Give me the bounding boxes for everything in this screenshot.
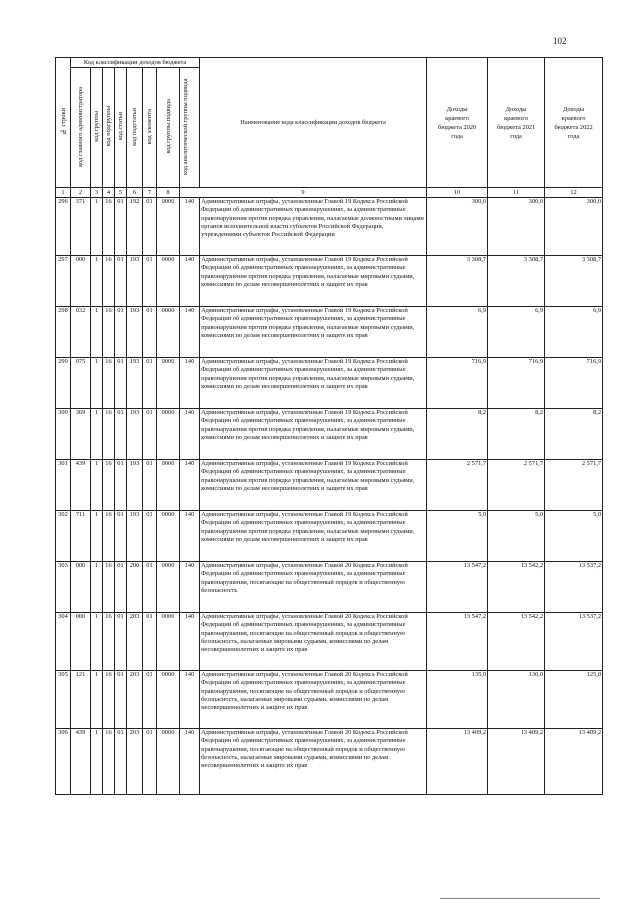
column-number-row: 1 2 3 4 5 6 7 8 9 10 11 12	[56, 188, 603, 198]
cell-subart: 193	[127, 460, 143, 511]
cell-art: 01	[115, 460, 127, 511]
cell-no: 299	[56, 358, 71, 409]
header-subgroup-code: код подгруппы	[103, 68, 115, 188]
cell-pv: 0000	[157, 307, 180, 358]
cell-sub: 16	[103, 358, 115, 409]
cell-v2021: 3 308,7	[488, 256, 545, 307]
cell-v2020: 716,9	[427, 358, 488, 409]
table-row	[56, 307, 603, 358]
cell-pv: 0000	[157, 613, 180, 671]
cell-admin: 032	[71, 307, 91, 358]
cell-v2022: 300,0	[545, 198, 603, 256]
cell-sub: 16	[103, 562, 115, 613]
cell-sub: 16	[103, 307, 115, 358]
cell-v2021: 2 571,7	[488, 460, 545, 511]
cell-pv: 0000	[157, 460, 180, 511]
cell-no: 301	[56, 460, 71, 511]
cell-no: 297	[56, 256, 71, 307]
cell-v2022: 5,0	[545, 511, 603, 562]
cell-v2020: 5,0	[427, 511, 488, 562]
cell-v2020: 13 547,2	[427, 562, 488, 613]
cell-sub: 16	[103, 409, 115, 460]
cell-v2022: 13 409,2	[545, 729, 603, 795]
cell-v2020: 3 308,7	[427, 256, 488, 307]
cell-grp: 1	[91, 307, 103, 358]
header-classification-code: Код классификации доходов бюджета	[71, 58, 200, 68]
header-article-code: код статьи	[115, 68, 127, 188]
cell-admin: 369	[71, 409, 91, 460]
table-row	[56, 613, 603, 671]
cell-name: Административные штрафы, установленные Главой 19 Кодекса Российской Федерации об административных правонарушениях, за административные правонарушения против порядка управления, налагаемые мировыми судьями, комиссиями по делам несовершеннолетних и защите их прав	[200, 307, 427, 358]
cell-grp: 1	[91, 358, 103, 409]
cell-no: 304	[56, 613, 71, 671]
cell-art: 01	[115, 562, 127, 613]
cell-pv: 0000	[157, 256, 180, 307]
cell-art: 01	[115, 256, 127, 307]
cell-sub: 16	[103, 460, 115, 511]
cell-v2022: 125,0	[545, 671, 603, 729]
table-row	[56, 198, 603, 256]
cell-v2020: 8,2	[427, 409, 488, 460]
cell-v2021: 13 542,2	[488, 613, 545, 671]
cell-admin: 121	[71, 671, 91, 729]
table-row	[56, 256, 603, 307]
cell-sub: 16	[103, 613, 115, 671]
header-group-code: код группы	[91, 68, 103, 188]
cell-no: 300	[56, 409, 71, 460]
cell-an: 140	[180, 511, 200, 562]
cell-name: Административные штрафы, установленные Главой 19 Кодекса Российской Федерации об административных правонарушениях, за административные правонарушения против порядка управления, налагаемые мировыми судьями, комиссиями по делам несовершеннолетних и защите их прав	[200, 409, 427, 460]
cell-sub: 16	[103, 198, 115, 256]
cell-v2021: 5,0	[488, 511, 545, 562]
revenue-classification-table	[55, 57, 603, 795]
cell-el: 01	[143, 198, 157, 256]
cell-no: 302	[56, 511, 71, 562]
table-row	[56, 511, 603, 562]
cell-v2020: 6,9	[427, 307, 488, 358]
cell-v2021: 300,0	[488, 198, 545, 256]
cell-no: 296	[56, 198, 71, 256]
cell-el: 01	[143, 307, 157, 358]
cell-v2021: 8,2	[488, 409, 545, 460]
header-row-number: № строки	[56, 58, 71, 188]
cell-sub: 16	[103, 729, 115, 795]
cell-el: 01	[143, 460, 157, 511]
cell-grp: 1	[91, 511, 103, 562]
cell-el: 01	[143, 511, 157, 562]
cell-subart: 193	[127, 256, 143, 307]
cell-admin: 000	[71, 613, 91, 671]
header-admin-code: код главного администратора	[71, 68, 91, 188]
cell-an: 140	[180, 358, 200, 409]
table-row	[56, 562, 603, 613]
cell-an: 140	[180, 671, 200, 729]
cell-el: 01	[143, 256, 157, 307]
cell-grp: 1	[91, 409, 103, 460]
cell-grp: 1	[91, 460, 103, 511]
cell-subart: 203	[127, 613, 143, 671]
cell-pv: 0000	[157, 358, 180, 409]
cell-v2021: 13 542,2	[488, 562, 545, 613]
cell-an: 140	[180, 613, 200, 671]
cell-el: 01	[143, 671, 157, 729]
cell-an: 140	[180, 460, 200, 511]
cell-art: 01	[115, 307, 127, 358]
cell-art: 01	[115, 613, 127, 671]
cell-sub: 16	[103, 256, 115, 307]
cell-name: Административные штрафы, установленные Главой 19 Кодекса Российской Федерации об административных правонарушениях, за административные правонарушения против порядка управления, налагаемые мировыми судьями, комиссиями по делам несовершеннолетних и защите их прав	[200, 511, 427, 562]
cell-v2022: 716,9	[545, 358, 603, 409]
header-subtype-group-code: код группы подвида	[157, 68, 180, 188]
cell-pv: 0000	[157, 562, 180, 613]
header-revenue-2020: Доходы краевого бюджета 2020 года	[427, 58, 488, 188]
cell-subart: 192	[127, 198, 143, 256]
footer-rule	[440, 898, 600, 899]
cell-v2021: 130,0	[488, 671, 545, 729]
cell-name: Административные штрафы, установленные Главой 20 Кодекса Российской Федерации об административных правонарушениях, за административные правонарушения, посягающие на общественный порядок и общественную безопасность, налагаемые мировыми судьями, комиссиями по делам несовершеннолетних и защите их прав	[200, 613, 427, 671]
cell-name: Административные штрафы, установленные Главой 19 Кодекса Российской Федерации об административных правонарушениях, за административные правонарушения против порядка управления, налагаемые мировыми судьями, комиссиями по делам несовершеннолетних и защите их прав	[200, 256, 427, 307]
cell-admin: 439	[71, 460, 91, 511]
cell-grp: 1	[91, 613, 103, 671]
cell-grp: 1	[91, 671, 103, 729]
cell-pv: 0000	[157, 671, 180, 729]
cell-an: 140	[180, 729, 200, 795]
cell-art: 01	[115, 409, 127, 460]
cell-subart: 193	[127, 307, 143, 358]
cell-pv: 0000	[157, 198, 180, 256]
cell-v2020: 135,0	[427, 671, 488, 729]
cell-art: 01	[115, 511, 127, 562]
cell-art: 01	[115, 198, 127, 256]
cell-admin: 075	[71, 358, 91, 409]
cell-sub: 16	[103, 511, 115, 562]
cell-subart: 200	[127, 562, 143, 613]
cell-sub: 16	[103, 671, 115, 729]
cell-name: Административные штрафы, установленные Главой 20 Кодекса Российской Федерации об административных правонарушениях, за административные правонарушения, посягающие на общественный порядок и общественную безопасность	[200, 562, 427, 613]
cell-v2022: 8,2	[545, 409, 603, 460]
cell-v2021: 716,9	[488, 358, 545, 409]
cell-pv: 0000	[157, 729, 180, 795]
cell-grp: 1	[91, 256, 103, 307]
cell-admin: 000	[71, 562, 91, 613]
cell-pv: 0000	[157, 409, 180, 460]
cell-name: Административные штрафы, установленные Главой 20 Кодекса Российской Федерации об административных правонарушениях, за административные правонарушения, посягающие на общественный порядок и общественную безопасность, налагаемые мировыми судьями, комиссиями по делам несовершеннолетних и защите их прав	[200, 671, 427, 729]
cell-admin: 000	[71, 256, 91, 307]
cell-art: 01	[115, 358, 127, 409]
header-revenue-2021: Доходы краевого бюджета 2021 года	[488, 58, 545, 188]
cell-name: Административные штрафы, установленные Главой 20 Кодекса Российской Федерации об административных правонарушениях, за административные правонарушения, посягающие на общественный порядок и общественную безопасность, налагаемые мировыми судьями, комиссиями по делам несовершеннолетних и защите их прав	[200, 729, 427, 795]
table-row	[56, 729, 603, 795]
cell-no: 306	[56, 729, 71, 795]
cell-v2020: 2 571,7	[427, 460, 488, 511]
cell-v2021: 6,9	[488, 307, 545, 358]
cell-v2022: 3 308,7	[545, 256, 603, 307]
cell-v2020: 300,0	[427, 198, 488, 256]
cell-name: Административные штрафы, установленные Главой 19 Кодекса Российской Федерации об административных правонарушениях, за административные правонарушения против порядка управления, налагаемые должностными лицами органов исполнительной власти субъектов Российской Федерации, учреждениями субъектов Российской Федерации	[200, 198, 427, 256]
cell-v2022: 13 537,2	[545, 613, 603, 671]
header-analytic-group-code: код аналитической группы подвида	[180, 68, 200, 188]
table-row	[56, 460, 603, 511]
cell-subart: 193	[127, 409, 143, 460]
cell-el: 01	[143, 409, 157, 460]
cell-grp: 1	[91, 729, 103, 795]
header-revenue-2022: Доходы краевого бюджета 2022 года	[545, 58, 603, 188]
cell-art: 01	[115, 671, 127, 729]
cell-an: 140	[180, 256, 200, 307]
table-row	[56, 358, 603, 409]
header-element-code: код элемента	[143, 68, 157, 188]
cell-admin: 439	[71, 729, 91, 795]
cell-an: 140	[180, 198, 200, 256]
cell-subart: 203	[127, 729, 143, 795]
cell-el: 01	[143, 613, 157, 671]
cell-name: Административные штрафы, установленные Главой 19 Кодекса Российской Федерации об административных правонарушениях, за административные правонарушения против порядка управления, налагаемые мировыми судьями, комиссиями по делам несовершеннолетних и защите их прав	[200, 358, 427, 409]
cell-grp: 1	[91, 198, 103, 256]
cell-grp: 1	[91, 562, 103, 613]
cell-v2020: 13 547,2	[427, 613, 488, 671]
cell-v2020: 13 409,2	[427, 729, 488, 795]
cell-no: 298	[56, 307, 71, 358]
cell-art: 01	[115, 729, 127, 795]
cell-an: 140	[180, 307, 200, 358]
cell-el: 01	[143, 729, 157, 795]
cell-v2022: 13 537,2	[545, 562, 603, 613]
cell-pv: 0000	[157, 511, 180, 562]
cell-v2021: 13 409,2	[488, 729, 545, 795]
cell-admin: 371	[71, 198, 91, 256]
cell-v2022: 6,9	[545, 307, 603, 358]
cell-no: 305	[56, 671, 71, 729]
header-subarticle-code: код подстатьи	[127, 68, 143, 188]
cell-subart: 193	[127, 511, 143, 562]
cell-el: 01	[143, 358, 157, 409]
cell-an: 140	[180, 409, 200, 460]
header-code-name: Наименование кода классификации доходов бюджета	[200, 58, 427, 188]
cell-el: 01	[143, 562, 157, 613]
cell-name: Административные штрафы, установленные Главой 19 Кодекса Российской Федерации об административных правонарушениях, за административные правонарушения против порядка управления, налагаемые мировыми судьями, комиссиями по делам несовершеннолетних и защите их прав	[200, 460, 427, 511]
cell-subart: 193	[127, 358, 143, 409]
cell-an: 140	[180, 562, 200, 613]
cell-no: 303	[56, 562, 71, 613]
table-row	[56, 409, 603, 460]
table-row	[56, 671, 603, 729]
cell-v2022: 2 571,7	[545, 460, 603, 511]
cell-admin: 711	[71, 511, 91, 562]
page-number: 102	[553, 36, 567, 46]
cell-subart: 203	[127, 671, 143, 729]
